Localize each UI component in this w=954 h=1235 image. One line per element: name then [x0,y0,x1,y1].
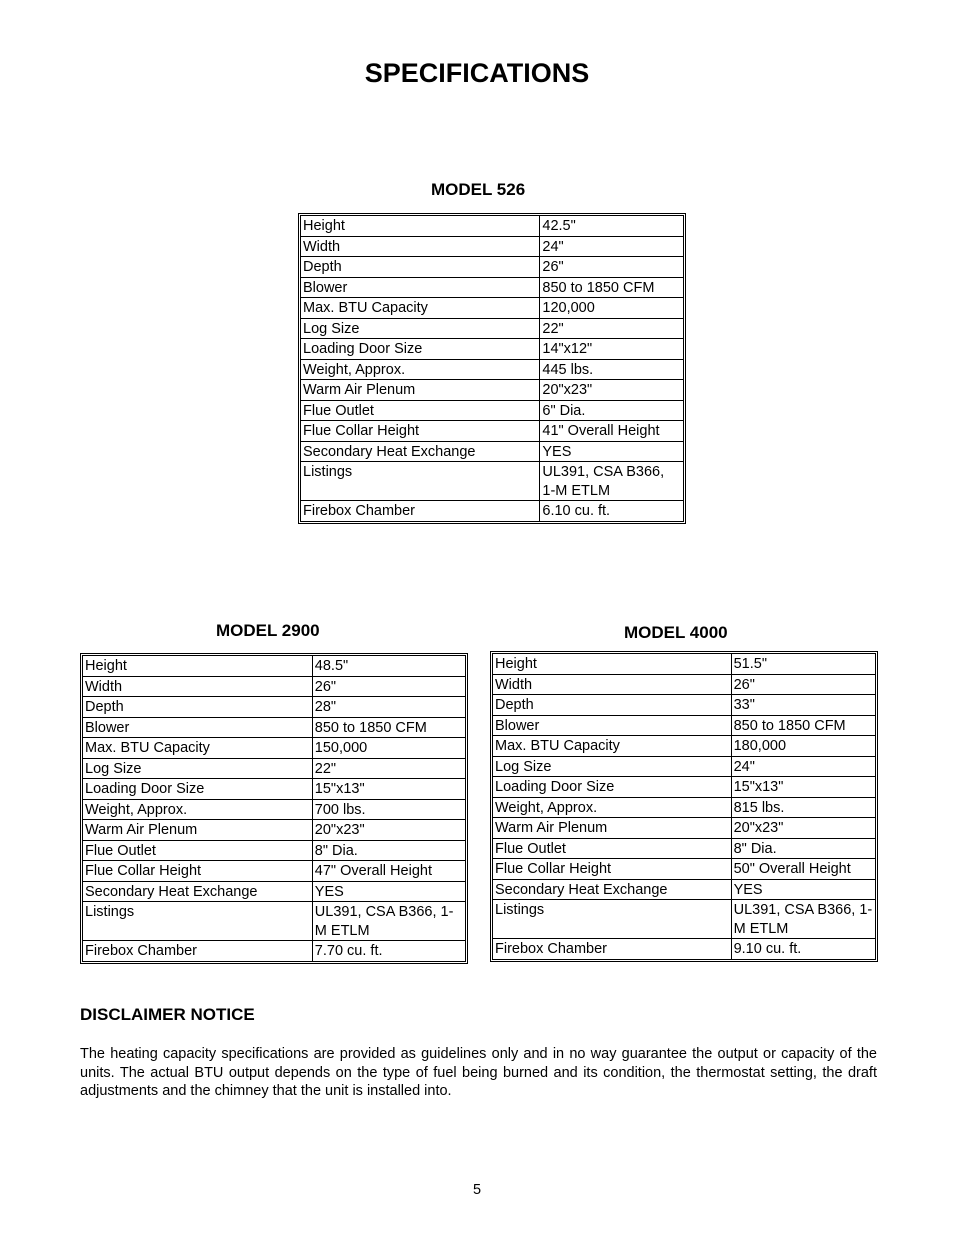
spec-value: 8" Dia. [312,840,465,861]
spec-value: UL391, CSA B366, 1-M ETLM [312,902,465,941]
spec-value: 26" [540,257,684,278]
table-row [301,257,684,278]
table-row [301,359,684,380]
spec-label: Weight, Approx. [83,799,313,820]
spec-value: 850 to 1850 CFM [731,715,875,736]
table-row [83,656,466,677]
table-row [83,779,466,800]
table-row [83,840,466,861]
table-row [493,900,876,939]
spec-value: 28" [312,697,465,718]
spec-value: YES [312,881,465,902]
spec-label: Depth [493,695,732,716]
spec-value: 815 lbs. [731,797,875,818]
table-row [301,318,684,339]
spec-label: Flue Outlet [83,840,313,861]
spec-label: Flue Collar Height [83,861,313,882]
spec-value: 150,000 [312,738,465,759]
table-row [493,756,876,777]
spec-label: Width [83,676,313,697]
table-row [83,941,466,962]
spec-value: 850 to 1850 CFM [312,717,465,738]
spec-value: 15"x13" [312,779,465,800]
spec-value: 15"x13" [731,777,875,798]
spec-value: 24" [731,756,875,777]
table-row [493,818,876,839]
spec-label: Depth [83,697,313,718]
page-number: 5 [472,1182,482,1198]
spec-label: Flue Collar Height [301,421,540,442]
spec-label: Log Size [301,318,540,339]
table-row [493,797,876,818]
spec-label: Loading Door Size [301,339,540,360]
table-row [301,216,684,237]
spec-label: Log Size [83,758,313,779]
spec-label: Height [83,656,313,677]
spec-value: 33" [731,695,875,716]
table-row [83,738,466,759]
table-row [301,501,684,522]
model-2900-heading: MODEL 2900 [216,621,320,640]
table-row [493,939,876,960]
spec-label: Firebox Chamber [301,501,540,522]
spec-table-body [493,654,876,960]
table-row [493,674,876,695]
spec-label: Flue Outlet [301,400,540,421]
spec-label: Blower [301,277,540,298]
spec-label: Listings [83,902,313,941]
table-row [493,879,876,900]
table-row [83,717,466,738]
table-row [83,697,466,718]
table-row [83,799,466,820]
spec-label: Blower [493,715,732,736]
spec-value: 180,000 [731,736,875,757]
table-row [493,859,876,880]
spec-label: Secondary Heat Exchange [83,881,313,902]
spec-value: 20"x23" [731,818,875,839]
spec-label: Height [301,216,540,237]
table-row [493,715,876,736]
table-row [83,861,466,882]
spec-value: 445 lbs. [540,359,684,380]
spec-label: Weight, Approx. [301,359,540,380]
model-2900-spec-table [80,653,468,964]
spec-value: 48.5" [312,656,465,677]
spec-value: 9.10 cu. ft. [731,939,875,960]
spec-value: 6.10 cu. ft. [540,501,684,522]
spec-value: 22" [312,758,465,779]
model-526-heading: MODEL 526 [431,180,526,199]
spec-label: Max. BTU Capacity [301,298,540,319]
spec-value: UL391, CSA B366, 1-M ETLM [731,900,875,939]
disclaimer-text: The heating capacity specifications are provided as guidelines only and in no way guarantee the output or capacity of the units. The actual BTU output depends on the type of fuel being burned and its condition, the thermostat setting, the draft adjustments and the chimney that the unit is installed into. [80,1046,877,1099]
table-row [83,676,466,697]
table-row [83,902,466,941]
spec-label: Listings [301,462,540,501]
spec-value: 42.5" [540,216,684,237]
spec-value: 8" Dia. [731,838,875,859]
model-526-spec-table [298,213,686,524]
spec-value: 26" [731,674,875,695]
spec-label: Warm Air Plenum [83,820,313,841]
spec-label: Width [493,674,732,695]
spec-label: Listings [493,900,732,939]
table-row [301,441,684,462]
spec-value: 700 lbs. [312,799,465,820]
spec-label: Depth [301,257,540,278]
table-row [301,298,684,319]
table-row [83,881,466,902]
spec-value: YES [540,441,684,462]
table-row [301,400,684,421]
spec-label: Secondary Heat Exchange [493,879,732,900]
spec-value: 20"x23" [312,820,465,841]
spec-value: 120,000 [540,298,684,319]
spec-label: Max. BTU Capacity [493,736,732,757]
table-row [301,277,684,298]
spec-label: Width [301,236,540,257]
spec-label: Warm Air Plenum [493,818,732,839]
table-row [301,339,684,360]
spec-label: Secondary Heat Exchange [301,441,540,462]
spec-value: 20"x23" [540,380,684,401]
table-row [493,838,876,859]
table-row [301,462,684,501]
table-row [493,654,876,675]
spec-table-body [83,656,466,962]
spec-value: 6" Dia. [540,400,684,421]
spec-value: UL391, CSA B366, 1-M ETLM [540,462,684,501]
spec-label: Warm Air Plenum [301,380,540,401]
spec-value: 41" Overall Height [540,421,684,442]
spec-table-body [301,216,684,522]
spec-value: 22" [540,318,684,339]
spec-label: Max. BTU Capacity [83,738,313,759]
spec-label: Blower [83,717,313,738]
table-row [83,820,466,841]
disclaimer-heading: DISCLAIMER NOTICE [80,1005,255,1024]
table-row [493,736,876,757]
spec-value: 47" Overall Height [312,861,465,882]
table-row [493,695,876,716]
table-row [301,380,684,401]
table-row [493,777,876,798]
spec-value: 51.5" [731,654,875,675]
spec-value: 24" [540,236,684,257]
table-row [301,236,684,257]
spec-value: YES [731,879,875,900]
spec-label: Flue Outlet [493,838,732,859]
table-row [301,421,684,442]
spec-value: 14"x12" [540,339,684,360]
page-title: SPECIFICATIONS [364,58,590,88]
spec-label: Firebox Chamber [83,941,313,962]
spec-label: Flue Collar Height [493,859,732,880]
spec-label: Log Size [493,756,732,777]
spec-value: 50" Overall Height [731,859,875,880]
spec-value: 850 to 1850 CFM [540,277,684,298]
spec-value: 7.70 cu. ft. [312,941,465,962]
spec-value: 26" [312,676,465,697]
spec-label: Loading Door Size [493,777,732,798]
spec-label: Firebox Chamber [493,939,732,960]
model-4000-spec-table [490,651,878,962]
model-4000-heading: MODEL 4000 [624,623,728,642]
table-row [83,758,466,779]
spec-label: Weight, Approx. [493,797,732,818]
spec-label: Height [493,654,732,675]
spec-label: Loading Door Size [83,779,313,800]
